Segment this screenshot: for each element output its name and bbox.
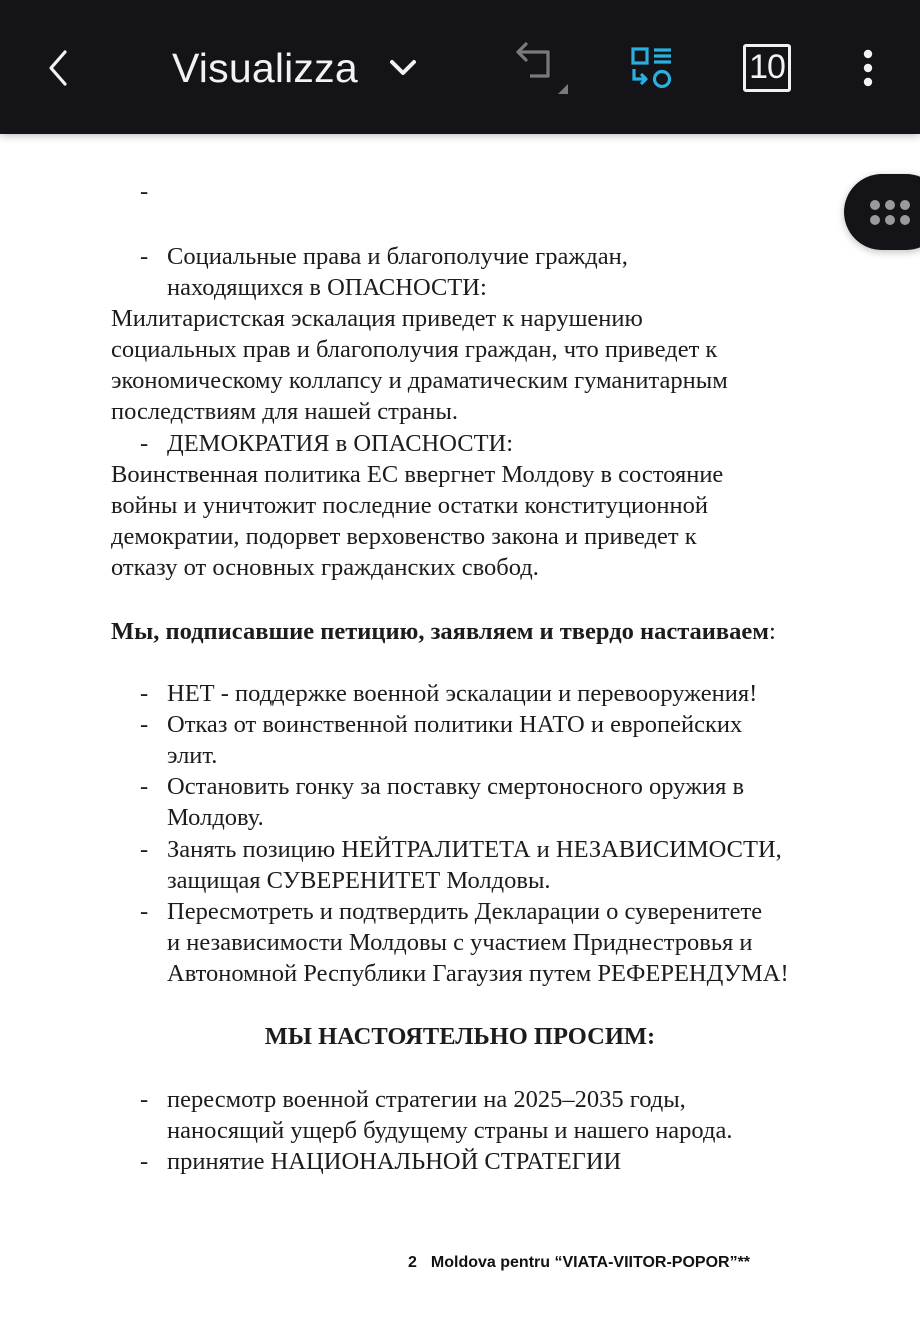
bullet-dash: - <box>140 1148 149 1175</box>
paragraph-line: последствиям для нашей страны. <box>111 398 458 425</box>
paragraph-line: Воинственная политика ЕС ввергнет Молдову в состояние <box>111 461 724 488</box>
bullet-dash: - <box>140 836 149 863</box>
document-page <box>0 134 920 1333</box>
paragraph-line: войны и уничтожит последние остатки конституционной <box>111 492 708 519</box>
request-item: принятие НАЦИОНАЛЬНОЙ СТРАТЕГИИ <box>167 1148 622 1175</box>
view-mode-dropdown[interactable] <box>172 38 420 98</box>
request-item: пересмотр военной стратегии на 2025–2035 годы, <box>167 1086 686 1113</box>
bullet-democracy: ДЕМОКРАТИЯ в ОПАСНОСТИ: <box>167 430 514 457</box>
request-item-cont: наносящий ущерб будущему страны и нашего народа. <box>167 1117 733 1144</box>
paragraph-line: отказу от основных гражданских свобод. <box>111 554 539 581</box>
demand-item: Пересмотреть и подтвердить Декларации о суверенитете <box>167 898 763 925</box>
page-count-icon: 10 <box>743 44 791 92</box>
declaration-heading: Мы, подписавшие петицию, заявляем и твердо настаиваем: <box>111 618 776 645</box>
reading-mode-icon <box>629 45 675 91</box>
paragraph-line: демократии, подорвет верховенство закона и приведет к <box>111 523 697 550</box>
grid-dots-icon <box>870 200 910 225</box>
demand-item-cont: защищая СУВЕРЕНИТЕТ Молдовы. <box>167 867 551 894</box>
undo-button[interactable] <box>508 40 574 96</box>
bullet-dash: - <box>140 898 149 925</box>
top-app-bar <box>0 0 920 134</box>
demand-item: Отказ от воинственной политики НАТО и европейских <box>167 711 743 738</box>
bullet-dash: - <box>140 711 149 738</box>
bullet-dash: - <box>140 243 149 270</box>
view-mode-title: Visualizza <box>172 44 358 91</box>
empty-bullet: - <box>140 178 149 205</box>
undo-icon <box>510 40 572 96</box>
bullet-dash: - <box>140 680 149 707</box>
demand-item-cont: и независимости Молдовы с участием Приднестровья и <box>167 929 753 956</box>
page-footer <box>408 1254 750 1272</box>
chevron-down-icon <box>388 52 420 84</box>
paragraph-line: Милитаристская эскалация приведет к нарушению <box>111 305 643 332</box>
floating-tools-button[interactable] <box>844 174 920 250</box>
bullet-social-rights-line-2: находящихся в ОПАСНОСТИ: <box>167 274 487 301</box>
chevron-left-icon <box>45 48 71 88</box>
demand-item: Занять позицию НЕЙТРАЛИТЕТА и НЕЗАВИСИМОСТИ, <box>167 836 782 863</box>
demand-item-cont: элит. <box>167 742 218 769</box>
request-heading: МЫ НАСТОЯТЕЛЬНО ПРОСИМ: <box>264 1023 656 1050</box>
paragraph-line: социальных прав и благополучия граждан, что приведет к <box>111 336 718 363</box>
back-button[interactable] <box>38 44 78 92</box>
page-number: 2 <box>408 1254 417 1271</box>
reading-mode-button[interactable] <box>626 40 678 96</box>
demand-item: Остановить гонку за поставку смертоносного оружия в <box>167 773 745 800</box>
bullet-dash: - <box>140 430 149 457</box>
demand-item: НЕТ - поддержке военной эскалации и перевооружения! <box>167 680 758 707</box>
footer-text: Moldova pentru “VIATA-VIITOR-POPOR”** <box>430 1254 751 1271</box>
paragraph-line: экономическому коллапсу и драматическим гуманитарным <box>111 367 728 394</box>
demand-item-cont: Автономной Республики Гагаузия путем РЕФЕРЕНДУМА! <box>167 960 789 987</box>
page-count-button[interactable] <box>740 40 794 96</box>
more-options-button[interactable] <box>848 40 888 96</box>
more-vertical-icon <box>862 48 874 88</box>
demand-item-cont: Молдову. <box>167 804 264 831</box>
bullet-dash: - <box>140 1086 149 1113</box>
bullet-social-rights-line-1: Социальные права и благополучие граждан, <box>167 243 628 270</box>
bullet-dash: - <box>140 773 149 800</box>
